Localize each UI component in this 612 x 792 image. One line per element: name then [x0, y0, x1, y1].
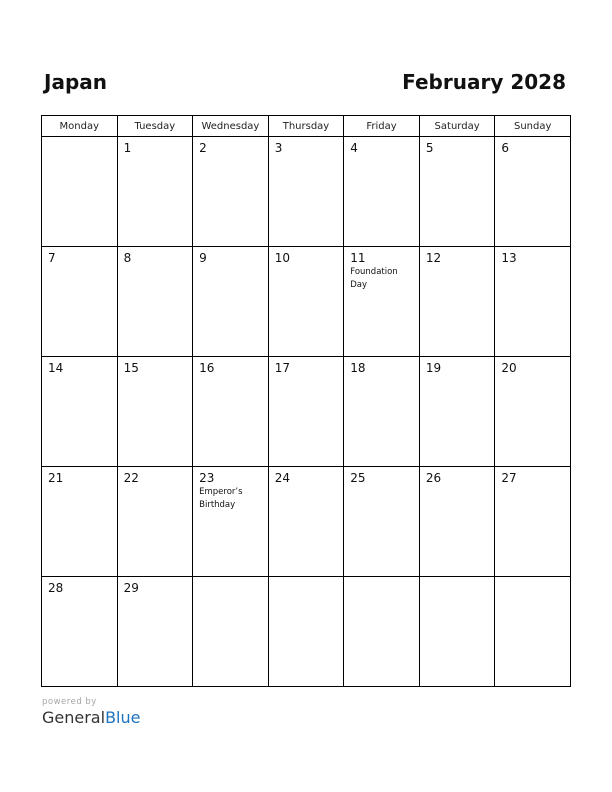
day-cell: [419, 577, 495, 687]
day-cell: [495, 467, 571, 577]
day-number: 8: [123, 251, 132, 265]
day-cell: [193, 247, 269, 357]
day-number: 20: [501, 361, 517, 375]
day-cell: [495, 137, 571, 247]
day-cell: [344, 467, 420, 577]
weekday-friday: Friday: [344, 116, 420, 137]
day-cell: [42, 357, 118, 467]
day-number: 2: [199, 141, 207, 155]
day-cell: [268, 357, 344, 467]
day-number: 24: [274, 471, 290, 485]
day-number: 27: [501, 471, 517, 485]
country-title: Japan: [44, 70, 107, 94]
day-number: 6: [501, 141, 510, 155]
day-number: 4: [350, 141, 358, 155]
day-cell: [193, 577, 269, 687]
day-cell: [268, 137, 344, 247]
brand-general: General: [42, 708, 106, 727]
day-cell: [419, 137, 495, 247]
day-cell: [42, 467, 118, 577]
day-cell: [495, 247, 571, 357]
day-number: 1: [123, 141, 132, 155]
day-cell: [268, 467, 344, 577]
day-number: 23: [199, 471, 215, 485]
week-row-5: [42, 577, 571, 687]
day-cell: [193, 137, 269, 247]
day-cell: [42, 247, 118, 357]
day-number: 16: [199, 361, 215, 375]
day-cell: [42, 577, 118, 687]
day-number: 10: [274, 251, 290, 265]
day-number: 18: [350, 361, 366, 375]
week-row-4: [42, 467, 571, 577]
footer-branding: [42, 697, 140, 727]
day-cell: [193, 357, 269, 467]
holiday-label: Foundation Day: [350, 267, 398, 290]
generalblue-logo: [42, 708, 140, 727]
day-cell: [419, 247, 495, 357]
powered-by-text: powered by: [42, 697, 97, 707]
day-number: 26: [425, 471, 442, 485]
day-cell: [344, 247, 420, 357]
weekday-thursday: Thursday: [268, 116, 344, 137]
day-cell: [117, 357, 193, 467]
weekday-wednesday: Wednesday: [193, 116, 269, 137]
day-cell: [117, 247, 193, 357]
day-cell: [344, 357, 420, 467]
day-cell: [193, 467, 269, 577]
day-cell: [117, 577, 193, 687]
day-number: 11: [350, 251, 366, 265]
day-cell: [495, 357, 571, 467]
day-number: 17: [274, 361, 290, 375]
day-cell: [268, 247, 344, 357]
day-cell: [42, 137, 118, 247]
day-number: 22: [123, 471, 139, 485]
day-cell: [268, 577, 344, 687]
weekday-monday: Monday: [42, 116, 118, 137]
day-number: 12: [425, 251, 442, 265]
weekday-tuesday: Tuesday: [117, 116, 193, 137]
day-cell: [419, 467, 495, 577]
day-number: 28: [48, 581, 64, 595]
calendar-header: [44, 70, 566, 100]
week-row-2: [42, 247, 571, 357]
brand-blue: Blue: [105, 708, 141, 727]
day-number: 29: [123, 581, 139, 595]
day-number: 14: [48, 361, 64, 375]
day-cell: [117, 137, 193, 247]
day-cell: [495, 577, 571, 687]
day-number: 15: [123, 361, 139, 375]
day-number: 5: [425, 141, 434, 155]
weekday-header-row: [42, 116, 571, 137]
day-number: 19: [425, 361, 442, 375]
month-year-title: February 2028: [402, 70, 566, 94]
day-number: 3: [274, 141, 283, 155]
day-number: 21: [48, 471, 64, 485]
week-row-3: [42, 357, 571, 467]
day-number: 25: [350, 471, 366, 485]
day-cell: [117, 467, 193, 577]
weekday-saturday: Saturday: [419, 116, 495, 137]
day-cell: [344, 137, 420, 247]
day-cell: [344, 577, 420, 687]
day-number: 9: [199, 251, 207, 265]
calendar-grid: [41, 115, 571, 687]
weekday-sunday: Sunday: [495, 116, 571, 137]
day-cell: [419, 357, 495, 467]
holiday-label: Emperor’s Birthday: [199, 487, 243, 510]
day-number: 13: [501, 251, 517, 265]
day-number: 7: [48, 251, 56, 265]
week-row-1: [42, 137, 571, 247]
